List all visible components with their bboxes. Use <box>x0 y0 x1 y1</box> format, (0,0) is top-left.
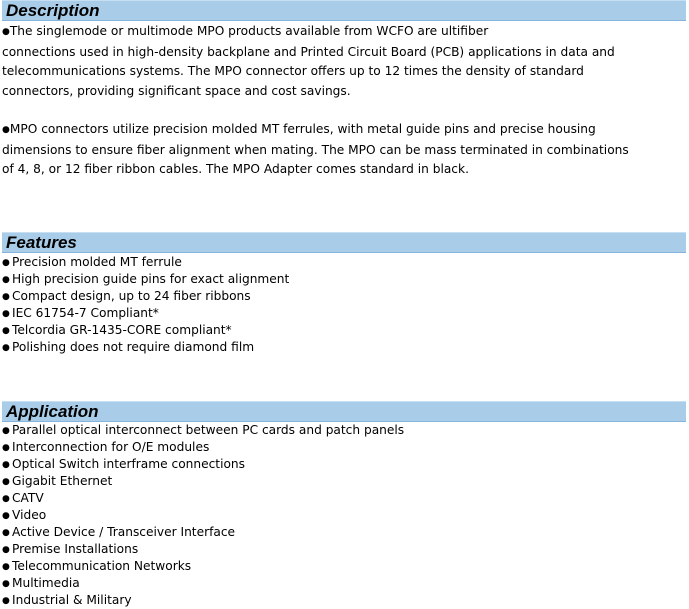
list-item <box>2 592 404 609</box>
bullet-icon: ● <box>2 275 10 285</box>
paragraph-line: dimensions to ensure fiber alignment when mating. The MPO can be mass terminated in combinations <box>2 142 629 157</box>
list-item-text: Interconnection for O/E modules <box>12 440 210 454</box>
list-item-text: Premise Installations <box>12 542 139 556</box>
bullet-icon: ● <box>2 27 10 37</box>
description-title: Description <box>6 1 100 20</box>
list-item-text: Telecommunication Networks <box>12 559 192 573</box>
list-item-text: Compact design, up to 24 fiber ribbons <box>12 289 251 303</box>
bullet-icon: ● <box>2 477 10 487</box>
list-item <box>2 339 289 356</box>
bullet-icon: ● <box>2 596 10 606</box>
list-item <box>2 473 404 490</box>
application-header <box>2 401 686 422</box>
paragraph-line: of 4, 8, or 12 fiber ribbon cables. The MPO Adapter comes standard in black. <box>2 162 469 177</box>
features-title: Features <box>6 233 77 252</box>
bullet-icon: ● <box>2 326 10 336</box>
list-item <box>2 541 404 558</box>
list-item-text: IEC 61754-7 Compliant* <box>12 306 159 320</box>
list-item-text: Video <box>12 508 47 522</box>
list-item <box>2 524 404 541</box>
list-item <box>2 288 289 305</box>
bullet-icon: ● <box>2 562 10 572</box>
list-item-text: Active Device / Transceiver Interface <box>12 525 236 539</box>
list-item-text: CATV <box>12 491 44 505</box>
bullet-icon: ● <box>2 460 10 470</box>
description-paragraph-1 <box>2 22 615 101</box>
bullet-icon: ● <box>2 258 10 268</box>
description-header <box>2 0 686 21</box>
paragraph-text: The singlemode or multimode MPO products available from WCFO are ultifiber <box>9 24 489 38</box>
description-paragraph-2 <box>2 120 629 180</box>
list-item-text: Precision molded MT ferrule <box>12 255 182 269</box>
bullet-icon: ● <box>2 443 10 453</box>
bullet-icon: ● <box>2 528 10 538</box>
list-item-text: Parallel optical interconnect between PC cards and patch panels <box>12 423 405 437</box>
bullet-icon: ● <box>2 426 10 436</box>
list-item-text: Industrial & Military <box>12 593 132 607</box>
list-item <box>2 456 404 473</box>
bullet-icon: ● <box>2 494 10 504</box>
list-item <box>2 305 289 322</box>
features-header <box>2 232 686 253</box>
list-item <box>2 575 404 592</box>
list-item <box>2 507 404 524</box>
features-list <box>2 254 289 356</box>
list-item <box>2 558 404 575</box>
bullet-icon: ● <box>2 343 10 353</box>
list-item <box>2 490 404 507</box>
list-item <box>2 271 289 288</box>
list-item-text: High precision guide pins for exact alignment <box>12 272 290 286</box>
bullet-icon: ● <box>2 545 10 555</box>
list-item-text: Polishing does not require diamond film <box>12 340 255 354</box>
bullet-icon: ● <box>2 309 10 319</box>
application-list <box>2 422 404 609</box>
list-item <box>2 254 289 271</box>
bullet-icon: ● <box>2 125 10 135</box>
list-item-text: Gigabit Ethernet <box>12 474 113 488</box>
list-item-text: Optical Switch interframe connections <box>12 457 246 471</box>
list-item-text: Multimedia <box>12 576 80 590</box>
paragraph-line: connectors, providing significant space and cost savings. <box>2 83 351 98</box>
application-title: Application <box>6 402 99 421</box>
paragraph-line: connections used in high-density backplane and Printed Circuit Board (PCB) applications in data and <box>2 44 615 59</box>
list-item <box>2 439 404 456</box>
list-item <box>2 422 404 439</box>
bullet-icon: ● <box>2 511 10 521</box>
list-item-text: Telcordia GR-1435-CORE compliant* <box>12 323 232 337</box>
paragraph-text: MPO connectors utilize precision molded MT ferrules, with metal guide pins and precise housing <box>9 122 596 136</box>
paragraph-line <box>2 120 629 141</box>
bullet-icon: ● <box>2 579 10 589</box>
paragraph-line: telecommunications systems. The MPO connector offers up to 12 times the density of standard <box>2 64 584 79</box>
bullet-icon: ● <box>2 292 10 302</box>
paragraph-line <box>2 22 615 43</box>
list-item <box>2 322 289 339</box>
